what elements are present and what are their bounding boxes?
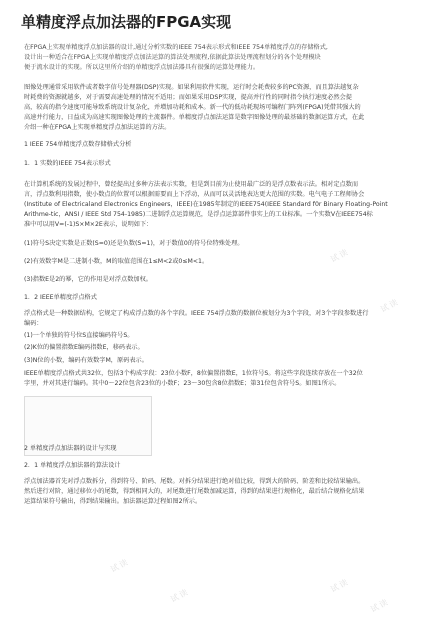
para4-line-1: IEEE单精度浮点格式共32位，包括3个构成字段：23位小数F，8位偏置指数E，1位符号S。将这些字段连续存放在一个32位 [24,370,363,377]
para5-line-3: 运算结果符号输出，得到结果输出。加法器运算过程如图2所示。 [24,498,202,505]
intro-line-2: 设计出一种适合在FPGA上实现单精度浮点加法运算的算法处理流程,依据此算法处理流程划分的各个处理模块 [24,54,321,61]
watermark: 试读 [329,246,351,265]
section-heading-1: 1 IEEE 754单精度浮点数存储格式分析 [24,141,132,148]
para1-line-3: 高，较高的指令速度可能导致系统设计复杂化，并增加功耗和成本。新一代的低功耗现场可编程门阵列(FPGA)凭借其强大的 [24,104,361,111]
para1-line-5: 介绍一种在FPGA上实现单精度浮点加法运算的方法。 [24,124,171,131]
para2-line-3: (Institute of Electricaland Electronics Engineers，IEEE)在1985年制定的IEEE754(IEEE Standard f0r Binary Floating-Point [24,201,388,208]
list1-item-1: (1)符号S决定实数是正数(S=0)还是负数(S=1)，对于数值0的符号位特殊处理。 [24,240,244,247]
section-heading-2: 2 单精度浮点加法器的设计与实现 [24,445,117,452]
para2-line-4: Arithme-tic，ANSI / IEEE Std 754-1985)二进制浮点运算规范，是浮点运算部件事实上的工业标准。一个实数V在IEEE754标 [24,211,373,218]
watermark: 试读 [169,586,191,605]
section-heading-2-1: 2．1 单精度浮点加法器的算法设计 [24,462,121,469]
para1-line-1: 图像处理通常采用软件或者数字信号处理器(DSP)实现。如果利用软件实现，运行时会耗费较多的PC资源，而且算法越复杂 [24,84,359,91]
para1-line-4: 高速并行能力，日益成为高速实现图像处理的主流器件。单精度浮点加法运算是数字图像处理的最基础的数据运算方式，在此 [24,114,365,121]
para2-line-1: 在计算机系统的发展过程中，曾经提出过多种方法表示实数，但是到目前为止使用最广泛的是浮点数表示法。相对定点数而 [24,181,359,188]
para5-line-1: 浮点加法器首先对浮点数拆分，得到符号、阶码、尾数。对拆分结果进行绝对值比较，得到大的阶码、阶差和比较结果输出。 [24,478,365,485]
watermark: 试读 [379,296,401,315]
para3-line-1: 浮点格式是一种数据结构，它规定了构成浮点数的各个字段。IEEE 754浮点数的数据位被划分为3个字段，对3个字段参数进行 [24,310,369,317]
list2-item-2: (2)K位的偏置指数E编码指数E，移码表示。 [24,344,144,351]
para4-line-2: 字里，并对其进行编码。其中0～22位包含23位的小数F；23～30包含8位指数E；第31位包含符号S。如图1所示。 [24,380,341,387]
intro-line-3: 便于流水设计的实现。所以这里所介绍的单精度浮点加法器具有很强的运算处理能力。 [24,64,260,71]
section-heading-1-1: 1．1 实数的IEEE 754表示形式 [24,160,111,167]
para2-line-5: 准中可以用V=(-1)S×M×2E表示，说明如下： [24,221,153,228]
page-title: 单精度浮点加法器的FPGA实现 [21,13,232,31]
list1-item-2: (2)有效数字M是二进制小数，M的取值范围在1≤M<2或0≤M<1。 [24,258,209,265]
list2-item-1: (1)一个单独的符号位S直接编码符号S。 [24,332,134,339]
para1-line-2: 时耗费的资源就越多，对于需要高速处理的情况不适用；而如果采用DSP实现，提高并行性的同时指令执行速度必然会提 [24,94,352,101]
watermark: 试读 [109,556,131,575]
list1-item-3: (3)指数E是2的幂，它的作用是对浮点数加权。 [24,276,152,283]
para3-line-2: 编码： [24,320,43,327]
para5-line-2: 然后进行对阶，通过移位小的尾数，得到相同大的，对尾数进行尾数加减运算，得到的结果进行规格化，最后结合规格化结果 [24,488,365,495]
section-heading-1-2: 1．2 IEEE单精度浮点格式 [24,294,97,301]
watermark: 试读 [329,576,351,595]
intro-line-1: 在FPGA上实现单精度浮点加法器的设计,通过分析实数的IEEE 754表示形式和IEEE 754单精度浮点的存储格式, [24,44,328,51]
list2-item-3: (3)N位的小数，编码有效数字M，原码表示。 [24,357,148,364]
para2-line-2: 言，浮点数利用指数，使小数点的位置可以根据需要而上下浮动，从而可以灵活地表达更大范围的实数。电气电子工程师协会 [24,191,365,198]
watermark: 试读 [369,596,391,615]
